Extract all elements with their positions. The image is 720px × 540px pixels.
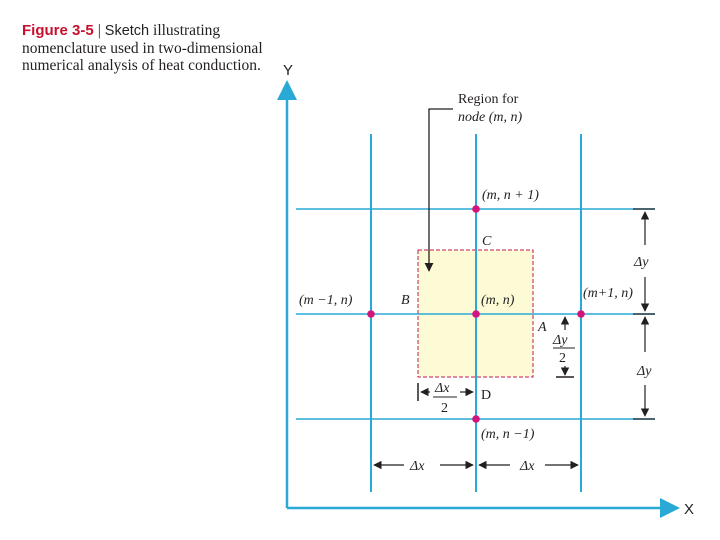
dim-dxhalf-den: 2 — [441, 401, 448, 416]
dim-dxhalf-num: Δx — [435, 381, 450, 396]
node-label-bottom: (m, n −1) — [481, 427, 535, 442]
node-label-top: (m, n + 1) — [482, 188, 539, 203]
region-label-line1: Region for — [458, 92, 519, 107]
node-label-right: (m+1, n) — [583, 286, 633, 301]
dim-dx-left-label: Δx — [410, 459, 425, 474]
region-leader-arrow — [429, 109, 453, 271]
dim-dy-label: Δy — [634, 255, 649, 270]
y-axis-label: Y — [283, 62, 294, 79]
face-label-c: C — [482, 234, 492, 249]
node-bottom — [472, 415, 480, 423]
node-left — [367, 310, 375, 318]
figure-label: Figure 3-5 — [22, 22, 94, 39]
node-top — [472, 205, 480, 213]
node-label-left: (m −1, n) — [299, 293, 353, 308]
dim-dy2-label: Δy — [637, 364, 652, 379]
dim-dyhalf-den: 2 — [559, 351, 566, 366]
face-label-b: B — [401, 293, 410, 308]
dim-dyhalf-num: Δy — [553, 333, 568, 348]
caption-separator: | — [97, 22, 101, 39]
region-label-line2: node (m, n) — [458, 110, 523, 125]
face-label-a: A — [538, 320, 547, 335]
node-center — [472, 310, 480, 318]
caption-lead: Sketch — [104, 23, 150, 39]
node-label-center: (m, n) — [481, 293, 515, 308]
x-axis-label: X — [684, 501, 695, 518]
dim-dx-right-label: Δx — [520, 459, 535, 474]
caption-body: illustrating nomenclature used in two-dimensional numerical analysis of heat conduction. — [22, 22, 263, 74]
node-right — [577, 310, 585, 318]
face-label-d: D — [481, 388, 492, 403]
